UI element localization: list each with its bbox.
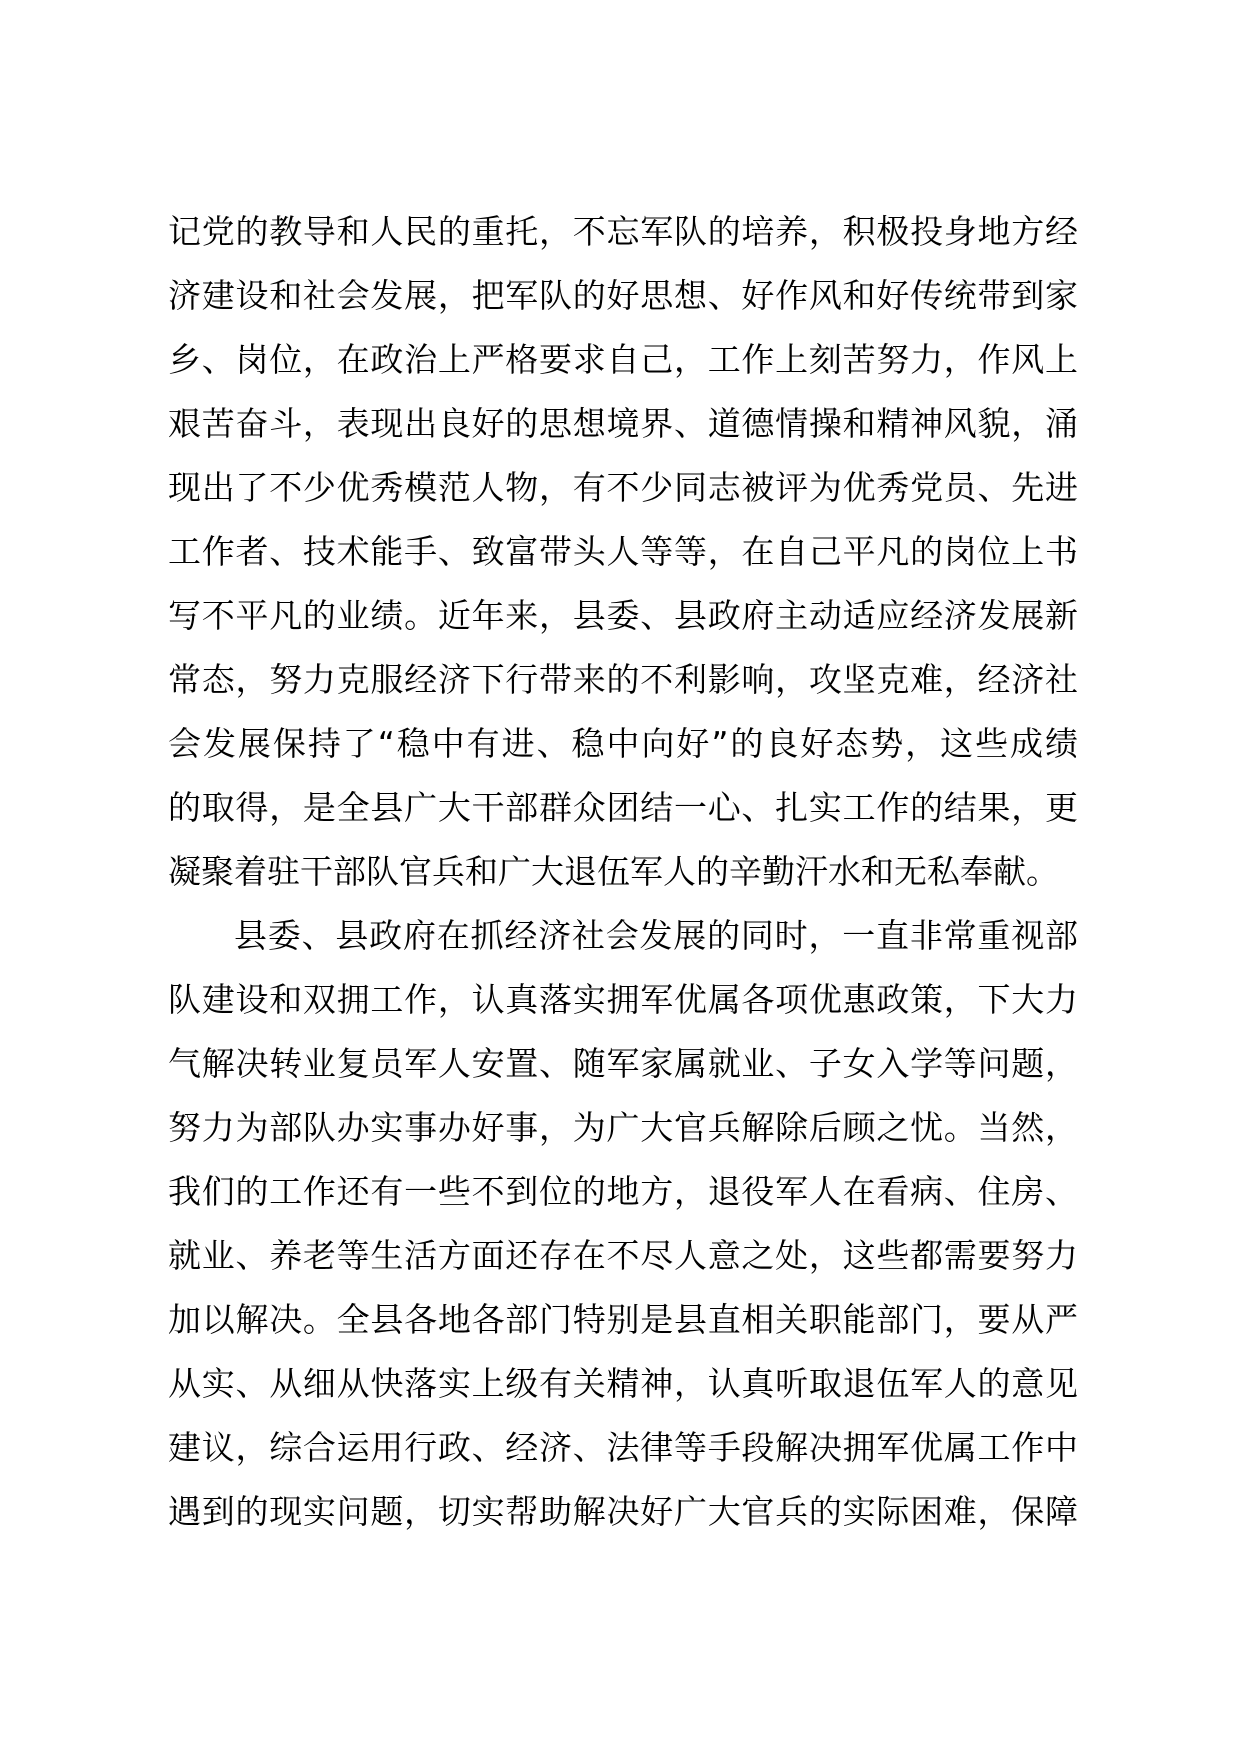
text-line: 济建设和社会发展，把军队的好思想、好作风和好传统带到家 xyxy=(168,276,1078,315)
text-line: 遇到的现实问题，切实帮助解决好广大官兵的实际困难，保障 xyxy=(168,1492,1078,1531)
text-line: 建议，综合运用行政、经济、法律等手段解决拥军优属工作中 xyxy=(168,1428,1078,1467)
paragraph-2 xyxy=(168,904,1078,1544)
text-line: 努力为部队办实事办好事，为广大官兵解除后顾之忧。当然， xyxy=(168,1108,1078,1147)
text-line: 就业、养老等生活方面还存在不尽人意之处，这些都需要努力 xyxy=(168,1236,1078,1275)
text-line: 工作者、技术能手、致富带头人等等，在自己平凡的岗位上书 xyxy=(168,532,1078,571)
text-line: 现出了不少优秀模范人物，有不少同志被评为优秀党员、先进 xyxy=(168,468,1078,507)
text-line: 记党的教导和人民的重托，不忘军队的培养，积极投身地方经 xyxy=(168,212,1078,251)
body-text xyxy=(168,200,1078,1544)
text-line: 县委、县政府在抓经济社会发展的同时，一直非常重视部 xyxy=(234,916,1078,955)
text-line: 艰苦奋斗，表现出良好的思想境界、道德情操和精神风貌，涌 xyxy=(168,404,1078,443)
text-line: 写不平凡的业绩。近年来，县委、县政府主动适应经济发展新 xyxy=(168,596,1078,635)
text-line: 我们的工作还有一些不到位的地方，退役军人在看病、住房、 xyxy=(168,1172,1078,1211)
text-line: 加以解决。全县各地各部门特别是县直相关职能部门，要从严 xyxy=(168,1300,1078,1339)
text-line: 的取得，是全县广大干部群众团结一心、扎实工作的结果，更 xyxy=(168,788,1078,827)
text-line: 气解决转业复员军人安置、随军家属就业、子女入学等问题， xyxy=(168,1044,1078,1083)
text-line: 会发展保持了“稳中有进、稳中向好”的良好态势，这些成绩 xyxy=(168,724,1078,763)
text-line: 乡、岗位，在政治上严格要求自己，工作上刻苦努力，作风上 xyxy=(168,340,1078,379)
text-line: 队建设和双拥工作，认真落实拥军优属各项优惠政策，下大力 xyxy=(168,980,1078,1019)
text-line: 凝聚着驻干部队官兵和广大退伍军人的辛勤汗水和无私奉献。 xyxy=(168,852,1059,891)
paragraph-1 xyxy=(168,200,1078,904)
text-line: 常态，努力克服经济下行带来的不利影响，攻坚克难，经济社 xyxy=(168,660,1078,699)
text-line: 从实、从细从快落实上级有关精神，认真听取退伍军人的意见 xyxy=(168,1364,1078,1403)
